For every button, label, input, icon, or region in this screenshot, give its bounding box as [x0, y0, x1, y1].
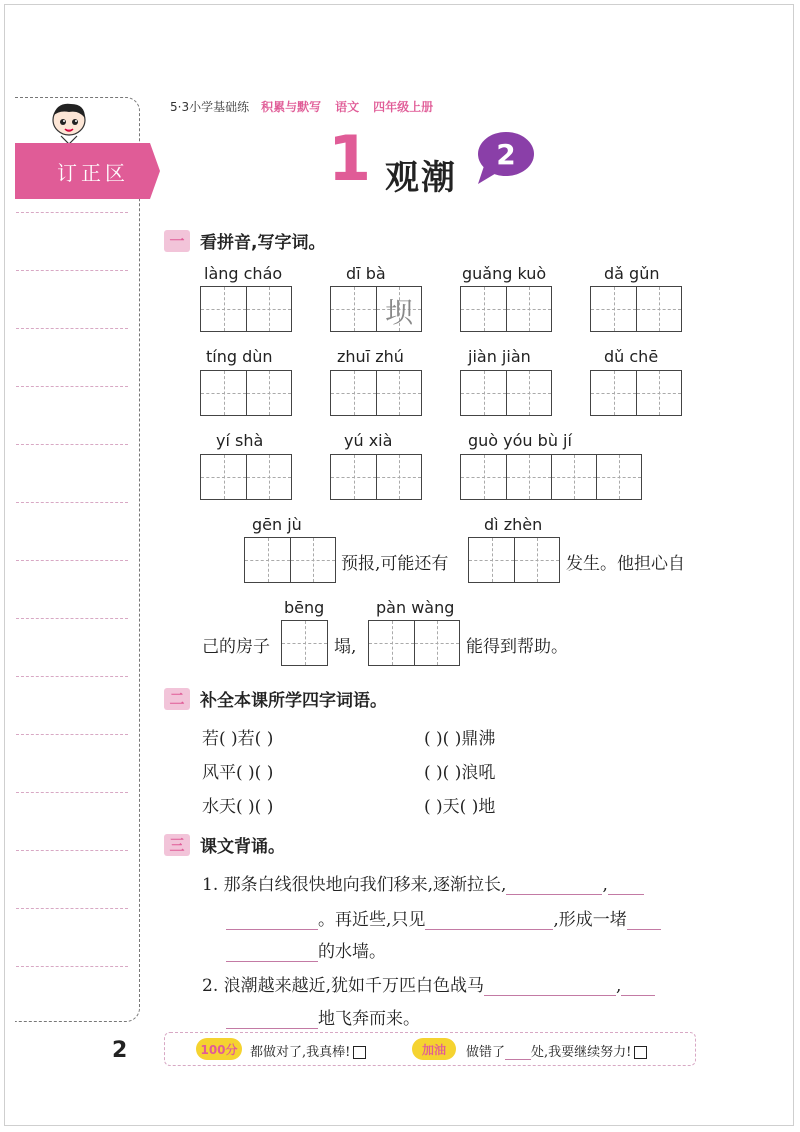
- pinyin: dì zhèn: [484, 515, 543, 534]
- pinyin: pàn wàng: [376, 598, 455, 617]
- section-1-heading: [164, 228, 325, 253]
- section-3-heading: [164, 832, 285, 857]
- correction-line: [16, 386, 128, 387]
- pinyin: yú xià: [344, 431, 393, 450]
- idiom-item[interactable]: ( )( )鼎沸: [424, 729, 496, 749]
- item-number: 2.: [202, 976, 219, 996]
- lesson-badge: 2: [496, 138, 516, 171]
- correction-line: [16, 618, 128, 619]
- section-2-heading: [164, 686, 387, 711]
- writing-grid[interactable]: [590, 370, 682, 416]
- idiom-item[interactable]: ( )天( )地: [424, 797, 496, 817]
- answer-blank[interactable]: [506, 876, 602, 895]
- answer-blank[interactable]: [226, 943, 318, 962]
- writing-grid[interactable]: [330, 454, 422, 500]
- self-check-text: 做错了 处,我要继续努力!: [466, 1041, 647, 1060]
- answer-blank[interactable]: [226, 911, 318, 930]
- sentence-text: 塌,: [334, 637, 357, 657]
- checkbox[interactable]: [634, 1046, 647, 1059]
- recitation-line: [226, 905, 661, 930]
- answer-blank[interactable]: [627, 911, 661, 930]
- recitation-comma: ,: [602, 875, 608, 895]
- item-number: 1.: [202, 875, 219, 895]
- pinyin: làng cháo: [204, 264, 283, 283]
- answer-blank[interactable]: [425, 911, 553, 930]
- sentence-text: 能得到帮助。: [466, 637, 568, 657]
- pinyin: dī bà: [346, 264, 386, 283]
- recitation-text: 那条白线很快地向我们移来,逐渐拉长,: [223, 875, 507, 895]
- book-name: 积累与默写: [261, 100, 322, 114]
- recitation-text: 浪潮越来越近,犹如千万匹白色战马: [223, 976, 485, 996]
- answer-blank[interactable]: [505, 1047, 531, 1060]
- writing-grid[interactable]: [460, 454, 642, 500]
- correction-line: [16, 328, 128, 329]
- section-1-badge: 一: [164, 230, 190, 252]
- idiom-item[interactable]: 水天( )( ): [202, 797, 274, 817]
- pinyin: guǎng kuò: [462, 264, 547, 283]
- correction-line: [16, 676, 128, 677]
- subject-name: 语文: [335, 100, 360, 114]
- self-check-text: 都做对了,我真棒!: [250, 1041, 366, 1060]
- recitation-text: 。再近些,只见: [318, 910, 426, 930]
- recitation-line: [202, 971, 655, 996]
- correction-line: [16, 908, 128, 909]
- recitation-line: [202, 870, 644, 895]
- section-2-badge: 二: [164, 688, 190, 710]
- writing-grid[interactable]: [460, 370, 552, 416]
- pinyin: guò yóu bù jí: [468, 431, 572, 450]
- recitation-text: 的水墙。: [318, 942, 386, 962]
- cheer-stamp: 加油: [412, 1038, 456, 1060]
- recitation-text: ,形成一堵: [553, 910, 627, 930]
- grade-name: 四年级上册: [373, 100, 434, 114]
- page-number: 2: [112, 1038, 128, 1063]
- correction-line: [16, 212, 128, 213]
- section-3-instruction: 课文背诵。: [200, 837, 285, 857]
- writing-grid[interactable]: [468, 537, 560, 583]
- correction-line: [16, 502, 128, 503]
- answer-blank[interactable]: [621, 977, 655, 996]
- correction-line: [16, 792, 128, 793]
- pinyin: yí shà: [216, 431, 264, 450]
- score-stamp: 100分: [196, 1038, 242, 1060]
- section-1-instruction: 看拼音,写字词。: [200, 233, 326, 253]
- writing-grid[interactable]: [330, 370, 422, 416]
- answer-blank[interactable]: [608, 876, 644, 895]
- recitation-comma: ,: [616, 976, 622, 996]
- pinyin: tíng dùn: [206, 347, 273, 366]
- correction-line: [16, 560, 128, 561]
- writing-grid[interactable]: [244, 537, 336, 583]
- writing-grid[interactable]: [330, 286, 422, 332]
- pinyin: zhuī zhú: [337, 347, 404, 366]
- recitation-text: 地飞奔而来。: [318, 1009, 420, 1029]
- pinyin: jiàn jiàn: [468, 347, 531, 366]
- lesson-title: 观潮: [385, 158, 457, 198]
- correction-line: [16, 270, 128, 271]
- sentence-text: 发生。他担心自: [566, 554, 685, 574]
- answer-blank[interactable]: [484, 977, 616, 996]
- writing-grid[interactable]: [460, 286, 552, 332]
- pinyin: bēng: [284, 598, 325, 617]
- sentence-text: 预报,可能还有: [341, 554, 449, 574]
- lesson-number: 1: [328, 122, 372, 195]
- speech-bubble-icon: [470, 130, 536, 186]
- pinyin: gēn jù: [252, 515, 302, 534]
- answer-blank[interactable]: [226, 1010, 318, 1029]
- sample-character: 坝: [384, 296, 413, 329]
- correction-line: [16, 734, 128, 735]
- mascot-icon: [45, 98, 93, 146]
- writing-grid[interactable]: [200, 286, 292, 332]
- correction-line: [16, 444, 128, 445]
- recitation-line: [226, 937, 386, 962]
- idiom-item[interactable]: 风平( )( ): [202, 763, 274, 783]
- series-name: 5·3小学基础练: [170, 100, 250, 114]
- writing-grid[interactable]: [200, 370, 292, 416]
- checkbox[interactable]: [353, 1046, 366, 1059]
- pinyin: dǎ gǔn: [604, 264, 660, 283]
- recitation-line: [226, 1004, 420, 1029]
- writing-grid[interactable]: [200, 454, 292, 500]
- idiom-item[interactable]: 若( )若( ): [202, 729, 274, 749]
- section-3-badge: 三: [164, 834, 190, 856]
- correction-tab: 订正区: [15, 143, 150, 199]
- writing-grid[interactable]: [281, 620, 328, 666]
- section-2-instruction: 补全本课所学四字词语。: [200, 691, 387, 711]
- correction-line: [16, 966, 128, 967]
- running-header: [170, 98, 447, 115]
- sentence-text: 己的房子: [202, 637, 270, 657]
- writing-grid[interactable]: [590, 286, 682, 332]
- pinyin: dǔ chē: [604, 347, 659, 366]
- correction-line: [16, 850, 128, 851]
- idiom-item[interactable]: ( )( )浪吼: [424, 763, 496, 783]
- writing-grid[interactable]: [368, 620, 460, 666]
